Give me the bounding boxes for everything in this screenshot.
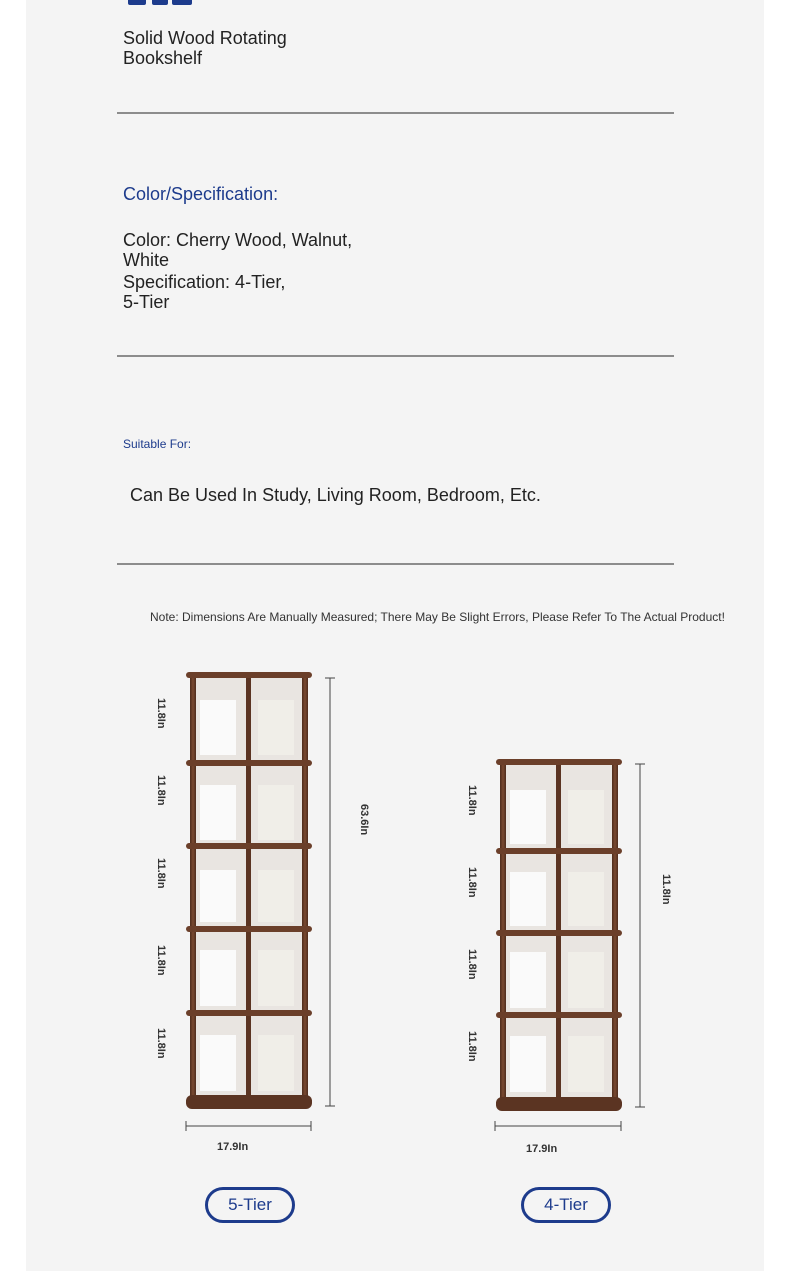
color-line2: White	[123, 250, 170, 270]
suitable-label: Suitable For:	[123, 437, 192, 451]
suitable-text: Can Be Used In Study, Living Room, Bedroom, Etc.	[130, 485, 541, 505]
spec-line2: 5-Tier	[123, 292, 170, 312]
four-tier-shelf-image	[496, 759, 622, 1111]
five-tier-width-line	[186, 1121, 311, 1131]
four-tier-width-line	[495, 1121, 621, 1131]
four-tier-total-height-label: 11.8In	[660, 874, 672, 905]
color-line1: Color: Cherry Wood, Walnut,	[123, 230, 353, 250]
five-tier-tier2-label: 11.8In	[155, 775, 167, 806]
five-tier-height-line	[325, 678, 335, 1106]
four-tier-tier3-label: 11.8In	[466, 949, 478, 980]
five-tier-tier3-label: 11.8In	[155, 858, 167, 889]
five-tier-button[interactable]: 5-Tier	[205, 1187, 295, 1223]
four-tier-button[interactable]: 4-Tier	[521, 1187, 611, 1223]
product-title-line2: Bookshelf	[123, 48, 203, 68]
five-tier-width-label: 17.9In	[217, 1141, 249, 1153]
four-tier-tier4-label: 11.8In	[466, 1031, 478, 1062]
five-tier-tier1-label: 11.8In	[155, 698, 167, 729]
five-tier-tier5-label: 11.8In	[155, 1028, 167, 1059]
five-tier-shelf-image	[186, 672, 312, 1109]
dimension-note: Note: Dimensions Are Manually Measured; There May Be Slight Errors, Please Refer To The Actual Product!	[150, 610, 725, 624]
four-tier-tier2-label: 11.8In	[466, 867, 478, 898]
four-tier-width-label: 17.9In	[526, 1143, 558, 1155]
color-spec-label: Color/Specification:	[123, 184, 279, 204]
four-tier-height-line	[635, 764, 645, 1107]
product-title-line1: Solid Wood Rotating	[123, 28, 287, 48]
five-tier-total-height-label: 63.6In	[358, 804, 370, 836]
spec-line1: Specification: 4-Tier,	[123, 272, 286, 292]
five-tier-tier4-label: 11.8In	[155, 945, 167, 976]
four-tier-tier1-label: 11.8In	[466, 785, 478, 816]
